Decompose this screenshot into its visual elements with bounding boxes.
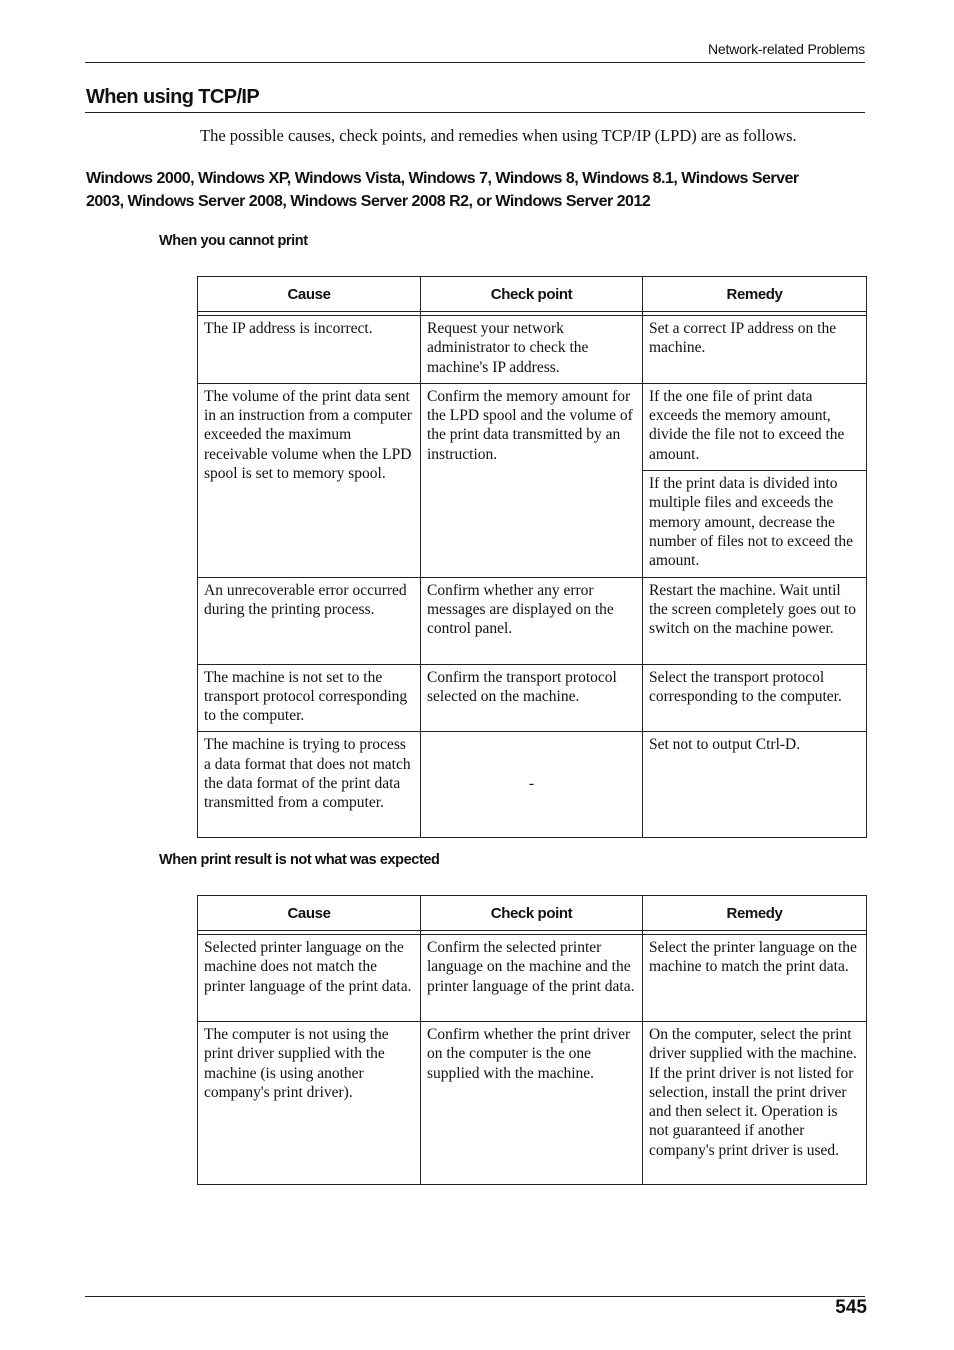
section-title-rule [85, 112, 865, 113]
check-point-cell: Confirm the selected printer language on the machine and the printer language of the print data. [421, 935, 643, 1022]
footer-rule [85, 1296, 865, 1297]
cause-cell: The computer is not using the print driver supplied with the machine (is using another company's print driver). [198, 1022, 421, 1185]
column-header-check-point: Check point [421, 896, 643, 931]
remedy-cell: Set a correct IP address on the machine. [643, 316, 867, 384]
table-row [198, 577, 867, 664]
cause-cell: The machine is not set to the transport protocol corresponding to the computer. [198, 664, 421, 732]
check-point-cell: Confirm whether any error messages are displayed on the control panel. [421, 577, 643, 664]
os-heading-line-2: 2003, Windows Server 2008, Windows Server 2008 R2, or Windows Server 2012 [86, 192, 651, 210]
column-header-check-point: Check point [421, 277, 643, 312]
column-header-cause: Cause [198, 896, 421, 931]
column-header-remedy: Remedy [643, 277, 867, 312]
remedy-cell: Select the printer language on the machine to match the print data. [643, 935, 867, 1022]
os-heading-line-1: Windows 2000, Windows XP, Windows Vista, Windows 7, Windows 8, Windows 8.1, Windows Server [86, 170, 799, 187]
header-rule [85, 62, 865, 63]
remedy-cell: Set not to output Ctrl-D. [643, 732, 867, 838]
remedy-cell: On the computer, select the print driver supplied with the machine. If the print driver is not listed for selection, install the print driver and then select it. Operation is not guaranteed if another company's print driver is used. [643, 1022, 867, 1185]
check-point-cell: Confirm the transport protocol selected on the machine. [421, 664, 643, 732]
check-point-cell: Confirm the memory amount for the LPD spool and the volume of the print data transmitted by an instruction. [421, 383, 643, 577]
cause-cell: Selected printer language on the machine does not match the printer language of the print data. [198, 935, 421, 1022]
cause-cell: The IP address is incorrect. [198, 316, 421, 384]
remedy-cell: Restart the machine. Wait until the screen completely goes out to switch on the machine power. [643, 577, 867, 664]
cause-cell: An unrecoverable error occurred during the printing process. [198, 577, 421, 664]
remedy-cell-secondary: If the print data is divided into multiple files and exceeds the memory amount, decrease the number of files not to exceed the amount. [643, 471, 867, 577]
cause-cell: The volume of the print data sent in an instruction from a computer exceeded the maximum receivable volume when the LPD spool is set to memory spool. [198, 383, 421, 577]
table-row [198, 935, 867, 1022]
cause-cell: The machine is trying to process a data format that does not match the data format of the print data transmitted from a computer. [198, 732, 421, 838]
remedy-cell: Select the transport protocol corresponding to the computer. [643, 664, 867, 732]
unexpected-result-table [197, 895, 867, 1185]
column-header-cause: Cause [198, 277, 421, 312]
table-row [198, 732, 867, 838]
table-row [198, 1022, 867, 1185]
section-title: When using TCP/IP [86, 86, 260, 108]
table-row [198, 383, 867, 470]
page-number: 545 [835, 1297, 867, 1318]
table-header-row [198, 277, 867, 312]
check-point-cell: Request your network administrator to check the machine's IP address. [421, 316, 643, 384]
table2-heading: When print result is not what was expected [159, 852, 440, 868]
remedy-cell: If the one file of print data exceeds the memory amount, divide the file not to exceed the amount. [643, 383, 867, 470]
table1-heading: When you cannot print [159, 233, 308, 249]
running-header: Network-related Problems [707, 41, 865, 57]
intro-paragraph: The possible causes, check points, and remedies when using TCP/IP (LPD) are as follows. [200, 126, 797, 145]
table-row [198, 664, 867, 732]
check-point-cell: Confirm whether the print driver on the computer is the one supplied with the machine. [421, 1022, 643, 1185]
os-heading [86, 168, 871, 213]
table-row [198, 316, 867, 384]
column-header-remedy: Remedy [643, 896, 867, 931]
table-header-row [198, 896, 867, 931]
check-point-cell: - [421, 732, 643, 838]
cannot-print-table [197, 276, 867, 838]
